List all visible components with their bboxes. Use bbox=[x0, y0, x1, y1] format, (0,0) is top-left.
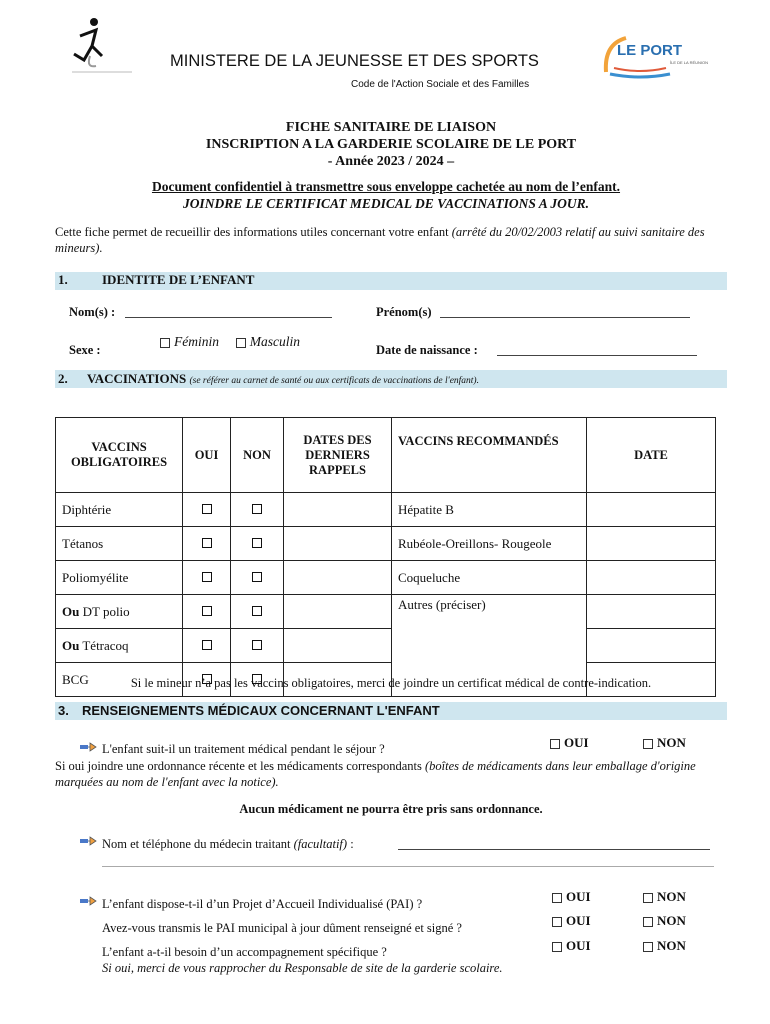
recommended-date-cell[interactable] bbox=[587, 493, 716, 527]
recommended-vaccine-other[interactable]: Autres (préciser) bbox=[392, 595, 587, 697]
non-checkbox[interactable] bbox=[252, 640, 262, 650]
oui-checkbox[interactable] bbox=[202, 606, 212, 616]
prenom-label: Prénom(s) bbox=[376, 305, 432, 319]
header-recommandes: VACCINS RECOMMANDÉS bbox=[392, 418, 587, 493]
q3-text: Avez-vous transmis le PAI municipal à jour dûment renseigné et signé ? bbox=[102, 921, 462, 935]
header-non: NON bbox=[231, 418, 284, 493]
title-line-3: - Année 2023 / 2024 – bbox=[327, 154, 455, 169]
le-port-logo-sub: ÎLE DE LA RÉUNION bbox=[670, 60, 709, 65]
doctor-label: Nom et téléphone du médecin traitant (facultatif) : bbox=[102, 837, 354, 851]
q4-oui-checkbox[interactable] bbox=[552, 942, 562, 952]
pointer-arrow-icon bbox=[78, 739, 98, 755]
q1-detail: Si oui joindre une ordonnance récente et les médicaments correspondants (boîtes de médicaments dans leur emballage d'origine marquées au nom de l'enfant avec la notice). bbox=[55, 759, 696, 789]
section-2-number: 2. bbox=[58, 371, 68, 386]
non-checkbox[interactable] bbox=[252, 504, 262, 514]
notice-line-2: JOINDRE LE CERTIFICAT MEDICAL DE VACCINATIONS A JOUR. bbox=[182, 196, 590, 211]
q2-non: NON bbox=[643, 889, 686, 905]
medication-warning: Aucun médicament ne pourra être pris sans ordonnance. bbox=[239, 802, 543, 816]
table-row bbox=[56, 629, 716, 663]
vaccine-name: Ou Tétracoq bbox=[56, 629, 183, 663]
ministry-title: MINISTERE DE LA JEUNESSE ET DES SPORTS bbox=[170, 52, 539, 70]
intro-paragraph bbox=[55, 224, 730, 256]
q2-text: L’enfant dispose-t-il d’un Projet d’Accueil Individualisé (PAI) ? bbox=[102, 897, 423, 911]
nom-label: Nom(s) : bbox=[69, 305, 116, 319]
le-port-logo-text: LE PORT bbox=[617, 42, 683, 59]
table-row bbox=[56, 527, 716, 561]
q4-non: NON bbox=[643, 938, 686, 954]
vaccination-table bbox=[55, 417, 716, 697]
section-2-subtitle: (se référer au carnet de santé ou aux certificats de vaccinations de l'enfant). bbox=[189, 376, 479, 386]
q1-text: L'enfant suit-il un traitement médical pendant le séjour ? bbox=[102, 742, 385, 756]
q1-non-checkbox[interactable] bbox=[643, 739, 653, 749]
recommended-vaccine: Hépatite B bbox=[392, 493, 587, 527]
doctor-input-line[interactable] bbox=[398, 849, 710, 850]
q4-note: Si oui, merci de vous rapprocher du Responsable de site de la garderie scolaire. bbox=[102, 961, 503, 975]
recommended-vaccine: Rubéole-Oreillons- Rougeole bbox=[392, 527, 587, 561]
q4-text: L’enfant a-t-il besoin d’un accompagnement spécifique ? bbox=[102, 945, 387, 959]
non-checkbox[interactable] bbox=[252, 606, 262, 616]
doctor-input-line-2[interactable] bbox=[102, 866, 714, 867]
header-oui: OUI bbox=[183, 418, 231, 493]
rappel-date-cell[interactable] bbox=[284, 561, 392, 595]
non-checkbox[interactable] bbox=[252, 538, 262, 548]
confidential-notice bbox=[55, 178, 717, 212]
code-reference: Code de l'Action Sociale et des Familles bbox=[351, 79, 530, 90]
non-checkbox[interactable] bbox=[252, 572, 262, 582]
q1-oui: OUI bbox=[550, 735, 589, 751]
feminin-label: Féminin bbox=[174, 334, 219, 349]
rappel-date-cell[interactable] bbox=[284, 493, 392, 527]
q1-oui-checkbox[interactable] bbox=[550, 739, 560, 749]
q1-non: NON bbox=[643, 735, 686, 751]
sexe-label: Sexe : bbox=[69, 343, 101, 357]
section-1-title: IDENTITE DE L’ENFANT bbox=[102, 272, 255, 287]
section-3-title: RENSEIGNEMENTS MÉDICAUX CONCERNANT L'ENFANT bbox=[82, 703, 440, 718]
recommended-date-cell[interactable] bbox=[587, 561, 716, 595]
vaccine-name: Tétanos bbox=[56, 527, 183, 561]
title-line-1: FICHE SANITAIRE DE LIAISON bbox=[285, 120, 497, 135]
ministry-logo bbox=[66, 16, 136, 76]
prenom-input-line[interactable] bbox=[440, 317, 690, 318]
section-3-number: 3. bbox=[58, 703, 69, 718]
rappel-date-cell[interactable] bbox=[284, 595, 392, 629]
vaccine-name: Poliomyélite bbox=[56, 561, 183, 595]
q3-non-checkbox[interactable] bbox=[643, 917, 653, 927]
pointer-arrow-icon bbox=[78, 893, 98, 909]
notice-line-1: Document confidentiel à transmettre sous enveloppe cachetée au nom de l’enfant. bbox=[151, 179, 621, 194]
recommended-date-cell[interactable] bbox=[587, 527, 716, 561]
table-row bbox=[56, 595, 716, 629]
recommended-date-cell[interactable] bbox=[587, 595, 716, 629]
nom-input-line[interactable] bbox=[125, 317, 332, 318]
feminin-checkbox[interactable] bbox=[160, 338, 170, 348]
section-1-number: 1. bbox=[58, 272, 68, 287]
q3-oui-checkbox[interactable] bbox=[552, 917, 562, 927]
intro-italic: (arrêté du 20/02/2003 relatif au suivi sanitaire des mineurs). bbox=[55, 225, 705, 255]
table-row bbox=[56, 561, 716, 595]
intro-text: Cette fiche permet de recueillir des informations utiles concernant votre enfant bbox=[55, 225, 449, 239]
masculin-label: Masculin bbox=[249, 334, 300, 349]
q2-non-checkbox[interactable] bbox=[643, 893, 653, 903]
vaccine-name: Ou DT polio bbox=[56, 595, 183, 629]
recommended-vaccine: Coqueluche bbox=[392, 561, 587, 595]
q4-oui: OUI bbox=[552, 938, 591, 954]
recommended-date-cell[interactable] bbox=[587, 629, 716, 663]
sexe-options bbox=[160, 334, 300, 350]
table-header-row bbox=[56, 418, 716, 493]
masculin-checkbox[interactable] bbox=[236, 338, 246, 348]
naissance-input-line[interactable] bbox=[497, 355, 697, 356]
q4-non-checkbox[interactable] bbox=[643, 942, 653, 952]
title-line-2: INSCRIPTION A LA GARDERIE SCOLAIRE DE LE PORT bbox=[205, 137, 577, 152]
q3-non: NON bbox=[643, 913, 686, 929]
table-row bbox=[56, 493, 716, 527]
header-date: DATE bbox=[587, 418, 716, 493]
oui-checkbox[interactable] bbox=[202, 572, 212, 582]
rappel-date-cell[interactable] bbox=[284, 527, 392, 561]
vaccination-footnote: Si le mineur n’a pas les vaccins obligatoires, merci de joindre un certificat médical de contre-indication. bbox=[130, 676, 652, 690]
naissance-label: Date de naissance : bbox=[376, 343, 478, 357]
oui-checkbox[interactable] bbox=[202, 640, 212, 650]
document-title bbox=[55, 119, 727, 170]
vaccine-name: BCG bbox=[56, 663, 183, 697]
header-obligatoires: VACCINS OBLIGATOIRES bbox=[56, 418, 183, 493]
section-2-heading bbox=[87, 371, 479, 387]
vaccine-name: Diphtérie bbox=[56, 493, 183, 527]
q2-oui: OUI bbox=[552, 889, 591, 905]
header-dates: DATES DES DERNIERS RAPPELS bbox=[284, 418, 392, 493]
q3-oui: OUI bbox=[552, 913, 591, 929]
section-2-title: VACCINATIONS bbox=[87, 371, 187, 386]
rappel-date-cell[interactable] bbox=[284, 629, 392, 663]
oui-checkbox[interactable] bbox=[202, 538, 212, 548]
oui-checkbox[interactable] bbox=[202, 504, 212, 514]
q2-oui-checkbox[interactable] bbox=[552, 893, 562, 903]
pointer-arrow-icon bbox=[78, 833, 98, 849]
